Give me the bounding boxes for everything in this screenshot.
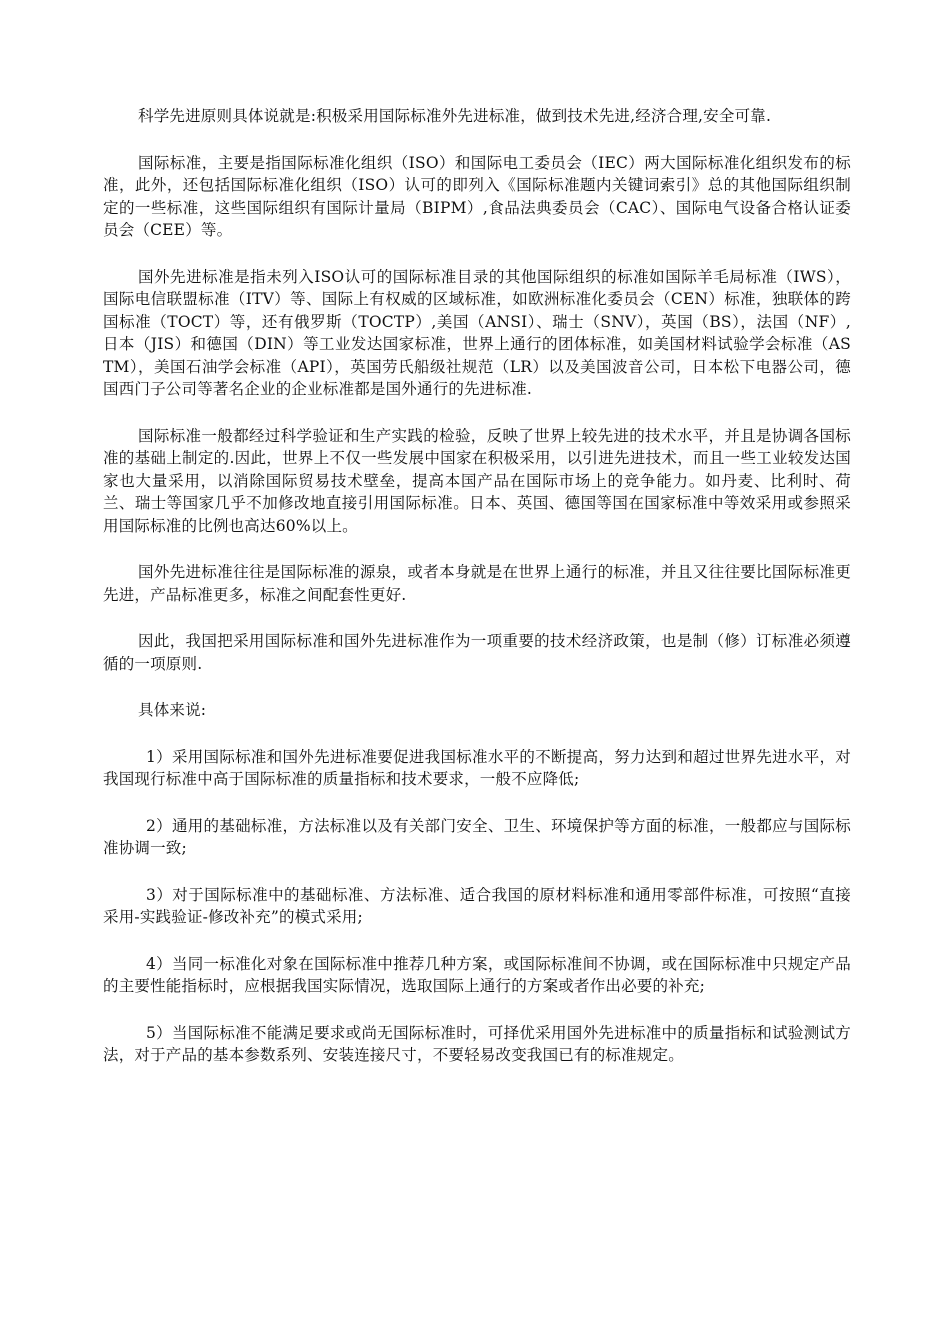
paragraph-foreign-advanced-standards: 国外先进标准是指未列入ISO认可的国际标准目录的其他国际组织的标准如国际羊毛局标准（IWS），国际电信联盟标准（ITV）等、国际上有权威的区域标准，如欧洲标准化委员会（CEN）标准，独联体的跨国标准（TOCT）等，还有俄罗斯（TOCTP）,美国（ANSI）、瑞士（SNV），英国（BS），法国（NF）,日本（JIS）和德国（DIN）等工业发达国家标准，世界上通行的团体标准，如美国材料试验学会标准（ASTM），美国石油学会标准（API），英国劳氏船级社规范（LR）以及美国波音公司，日本松下电器公司，德国西门子公司等著名企业的企业标准都是国外通行的先进标准. [103,267,851,398]
list-item-1: 1）采用国际标准和国外先进标准要促进我国标准水平的不断提高，努力达到和超过世界先进水平，对我国现行标准中高于国际标准的质量指标和技术要求，一般不应降低; [103,747,851,788]
paragraph-text: 科学先进原则具体说就是:积极采用国际标准外先进标准，做到技术先进,经济合理,安全可靠. [138,107,772,125]
paragraph-source-of-standards: 国外先进标准往往是国际标准的源泉，或者本身就是在世界上通行的标准，并且又往往要比国际标准更先进，产品标准更多，标准之间配套性更好. [103,563,851,604]
paragraph-policy: 因此，我国把采用国际标准和国外先进标准作为一项重要的技术经济政策，也是制（修）订标准必须遵循的一项原则. [103,632,851,673]
paragraph-verification: 国际标准一般都经过科学验证和生产实践的检验，反映了世界上较先进的技术水平，并且是协调各国标准的基础上制定的.因此，世界上不仅一些发展中国家在积极采用，以引进先进技术，而且一些工业较发达国家也大量采用，以消除国际贸易技术壁垒，提高本国产品在国际市场上的竞争能力。如丹麦、比利时、荷兰、瑞士等国家几乎不加修改地直接引用国际标准。日本、英国、德国等国在国家标准中等效采用或参照采用国际标准的比例也高达60%以上。 [103,426,851,535]
paragraph-specifically: 具体来说: [138,701,207,719]
list-item-3: 3）对于国际标准中的基础标准、方法标准、适合我国的原材料标准和通用零部件标准，可按照“直接采用-实践验证-修改补充”的模式采用; [103,885,851,926]
paragraph-international-standards: 国际标准，主要是指国际标准化组织（ISO）和国际电工委员会（IEC）两大国际标准化组织发布的标准，此外，还包括国际标准化组织（ISO）认可的即列入《国际标准题内关键词索引》总的其他国际组织制定的一些标准，这些国际组织有国际计量局（BIPM）,食品法典委员会（CAC）、国际电气设备合格认证委员会（CEE）等。 [103,153,851,239]
document-body [103,105,851,1091]
list-item-5: 5）当国际标准不能满足要求或尚无国际标准时，可择优采用国外先进标准中的质量指标和试验测试方法，对于产品的基本参数系列、安装连接尺寸，不要轻易改变我国已有的标准规定。 [103,1023,851,1064]
list-item-2: 2）通用的基础标准，方法标准以及有关部门安全、卫生、环境保护等方面的标准，一般都应与国际标准协调一致; [103,816,851,857]
list-item-4: 4）当同一标准化对象在国际标准中推荐几种方案，或国际标准间不协调，或在国际标准中只规定产品的主要性能指标时，应根据我国实际情况，选取国际上通行的方案或者作出必要的补充; [103,954,851,995]
paragraph-scientific-principle [103,105,851,128]
